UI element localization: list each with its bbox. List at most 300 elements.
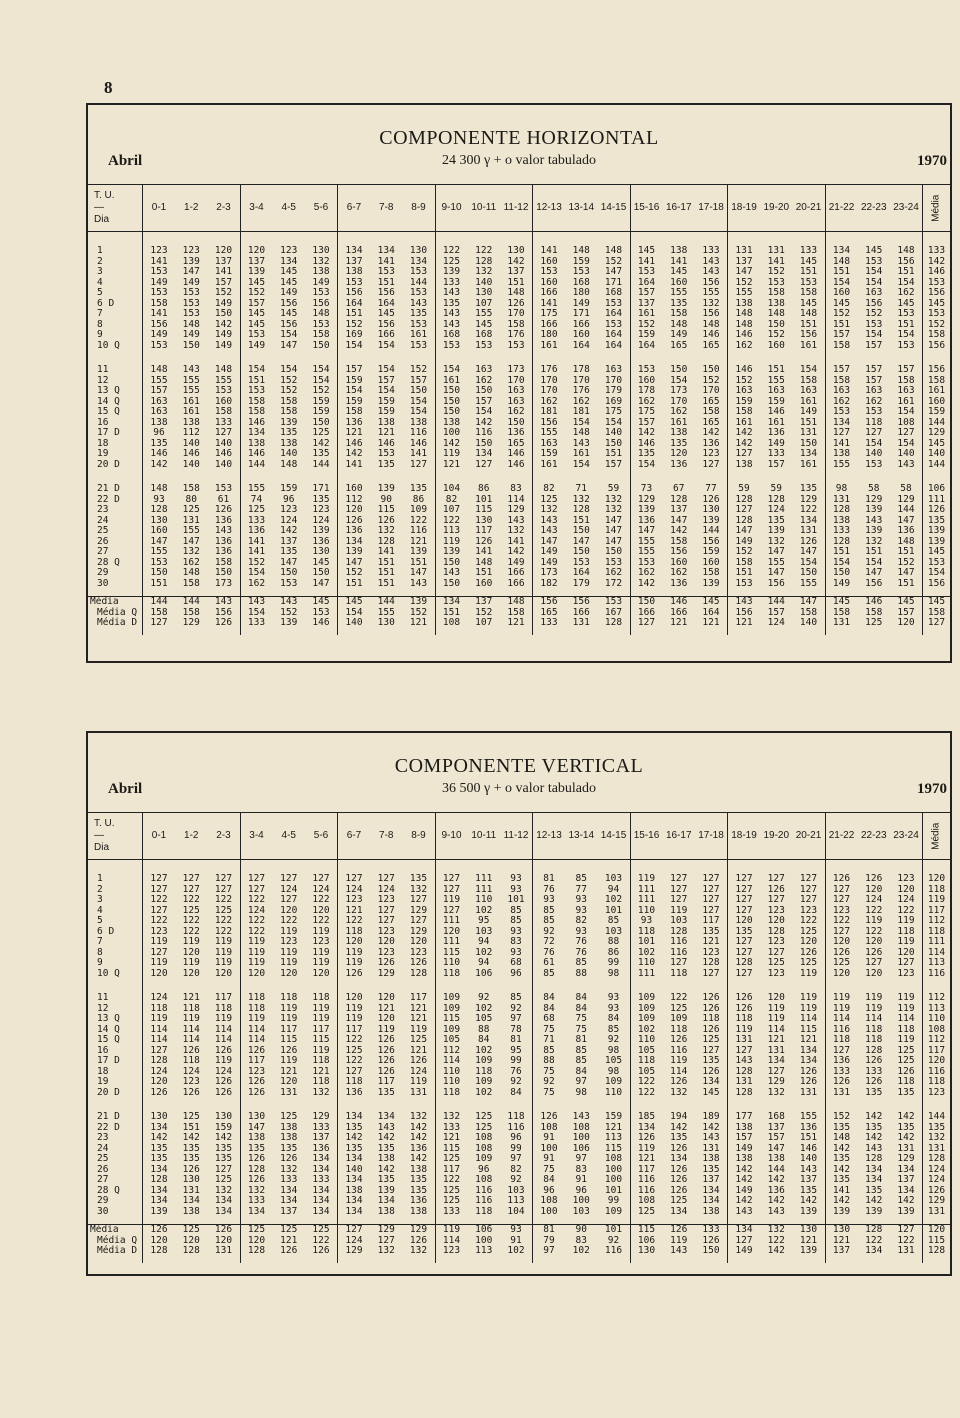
table-row (88, 288, 950, 299)
table-row (88, 449, 950, 460)
value-cell: 162 (630, 397, 663, 408)
value-cell: 122 (409, 514, 428, 526)
value-cell: 85 (575, 1044, 587, 1056)
daily-mean-cell: 139 (923, 537, 950, 548)
value-cell: 133 (214, 416, 233, 428)
value-cell: 128 (143, 505, 176, 516)
value-cell: 149 (728, 1186, 761, 1197)
value-cell: 151 (865, 546, 883, 557)
summary-value-cell: 126 (143, 1225, 176, 1236)
value-cell: 122 (630, 1077, 663, 1088)
value-cell: 166 (533, 288, 566, 299)
summary-mean-cell: 158 (923, 608, 950, 619)
value-cell: 120 (240, 969, 273, 980)
value-cell: 126 (825, 860, 858, 885)
value-cell: 127 (338, 860, 371, 885)
value-cell: 153 (143, 558, 176, 569)
value-cell: 156 (670, 546, 688, 557)
value-cell: 142 (312, 437, 330, 449)
value-cell: 151 (799, 266, 818, 277)
value-cell: 109 (409, 504, 428, 515)
value-cell: 149 (280, 287, 298, 298)
value-cell: 142 (409, 1132, 428, 1143)
value-cell: 154 (897, 406, 915, 417)
table-row (88, 860, 950, 885)
value-cell: 138 (670, 427, 688, 438)
summary-label: Média Q (97, 606, 138, 618)
value-cell: 85 (607, 915, 620, 926)
value-cell: 138 (825, 449, 858, 460)
value-cell: 120 (377, 1013, 395, 1024)
value-cell: 125 (409, 1034, 428, 1045)
hourly-values-table (88, 813, 950, 1263)
tu-day-header (88, 813, 143, 860)
value-cell: 98 (607, 967, 620, 979)
value-cell: 152 (897, 556, 915, 568)
value-cell: 118 (475, 1205, 493, 1217)
value-cell: 154 (280, 329, 298, 340)
value-cell: 125 (240, 505, 273, 516)
value-cell: 135 (280, 1142, 298, 1154)
value-cell: 154 (865, 556, 883, 568)
value-cell: 139 (338, 547, 371, 558)
value-cell: 118 (507, 1111, 525, 1122)
value-cell: 118 (475, 1065, 493, 1077)
value-cell: 152 (630, 320, 663, 331)
value-cell: 122 (240, 927, 273, 938)
value-cell: 137 (767, 1121, 785, 1133)
summary-value-cell: 122 (897, 1234, 915, 1246)
value-cell: 140 (214, 437, 233, 449)
value-cell: 126 (182, 1086, 200, 1098)
value-cell: 150 (475, 385, 493, 396)
value-cell: 119 (865, 992, 883, 1003)
value-cell: 154 (897, 437, 915, 449)
summary-mean-cell: 115 (923, 1236, 950, 1247)
value-cell: 118 (630, 1056, 663, 1067)
summary-value-cell: 91 (510, 1234, 522, 1246)
value-cell: 142 (670, 1121, 688, 1133)
value-cell: 135 (799, 1184, 818, 1196)
value-cell: 139 (825, 1207, 858, 1218)
day-cell: 16 (97, 416, 109, 428)
value-cell: 131 (728, 232, 761, 257)
value-cell: 131 (825, 495, 858, 506)
value-cell: 160 (670, 276, 688, 288)
value-cell: 153 (312, 318, 330, 330)
value-cell: 161 (799, 339, 818, 351)
spacer-cell (695, 629, 728, 635)
value-cell: 134 (143, 1186, 176, 1197)
value-cell: 161 (533, 460, 566, 471)
hour-header: 2-3 (208, 185, 241, 232)
summary-value-cell: 144 (143, 597, 176, 608)
value-cell: 140 (280, 448, 298, 459)
value-cell: 135 (338, 1123, 371, 1134)
hour-header: 1-2 (175, 185, 208, 232)
value-cell: 142 (143, 1133, 176, 1144)
value-cell: 110 (630, 906, 663, 917)
value-cell: 126 (670, 1034, 688, 1045)
value-cell: 103 (604, 873, 623, 884)
summary-value-cell: 132 (409, 1245, 428, 1256)
value-cell: 153 (143, 341, 176, 352)
value-cell: 142 (865, 1111, 883, 1122)
value-cell: 126 (825, 1077, 858, 1088)
summary-value-cell: 158 (143, 608, 176, 619)
value-cell: 119 (143, 937, 176, 948)
value-cell: 155 (702, 287, 720, 298)
value-cell: 159 (728, 397, 761, 408)
value-cell: 120 (767, 992, 785, 1003)
value-cell: 147 (767, 567, 785, 578)
day-cell: 1 (97, 873, 103, 884)
value-cell: 153 (630, 351, 663, 376)
value-cell: 127 (409, 894, 428, 905)
value-cell: 119 (897, 992, 915, 1003)
value-cell: 139 (702, 514, 720, 526)
value-cell: 155 (767, 556, 785, 568)
value-cell: 138 (728, 299, 761, 310)
value-cell: 123 (377, 925, 395, 937)
value-cell: 156 (338, 288, 371, 299)
value-cell: 59 (728, 470, 761, 495)
value-cell: 145 (702, 1086, 720, 1098)
value-cell: 120 (312, 967, 330, 979)
value-cell: 142 (702, 427, 720, 438)
value-cell: 116 (630, 1175, 663, 1186)
daily-mean-cell: 112 (923, 979, 950, 1004)
value-cell: 143 (897, 458, 915, 470)
value-cell: 163 (865, 287, 883, 298)
day-cell: 13 Q (97, 385, 120, 396)
value-cell: 161 (572, 448, 590, 459)
value-cell: 140 (214, 458, 233, 470)
hour-header: 5-6 (305, 813, 338, 860)
spacer-cell (663, 629, 696, 635)
value-cell: 142 (728, 439, 761, 450)
value-cell: 143 (435, 288, 468, 299)
value-cell: 164 (572, 339, 590, 351)
value-cell: 122 (799, 915, 818, 926)
value-cell: 179 (572, 577, 590, 589)
summary-value-cell: 130 (630, 1246, 663, 1257)
value-cell: 142 (475, 416, 493, 428)
value-cell: 162 (533, 397, 566, 408)
value-cell: 161 (767, 416, 785, 428)
value-cell: 115 (604, 1142, 623, 1154)
value-cell: 123 (825, 906, 858, 917)
value-cell: 143 (865, 514, 883, 526)
summary-value-cell: 145 (305, 597, 338, 608)
value-cell: 83 (510, 483, 522, 494)
value-cell: 118 (897, 925, 915, 937)
value-cell: 93 (510, 925, 522, 937)
hour-header: 6-7 (338, 813, 371, 860)
value-cell: 108 (572, 1121, 590, 1133)
value-cell: 155 (182, 374, 200, 386)
value-cell: 152 (767, 329, 785, 340)
tu-label: T. U. (94, 818, 115, 829)
value-cell: 149 (533, 547, 566, 558)
value-cell: 138 (182, 416, 200, 428)
day-cell: 25 (97, 1153, 109, 1164)
summary-value-cell: 166 (572, 606, 590, 618)
value-cell: 134 (312, 1205, 330, 1217)
value-cell: 134 (338, 232, 371, 257)
spacer-cell (88, 629, 143, 635)
value-cell: 102 (475, 946, 493, 958)
value-cell: 161 (182, 406, 200, 417)
value-cell: 116 (670, 936, 688, 947)
value-cell: 135 (865, 1086, 883, 1098)
value-cell: 77 (575, 883, 587, 895)
value-cell: 129 (507, 504, 525, 515)
summary-value-cell: 132 (377, 1245, 395, 1256)
value-cell: 136 (409, 1195, 428, 1206)
value-cell: 146 (507, 448, 525, 459)
day-cell: 3 (97, 894, 103, 905)
value-cell: 120 (240, 232, 273, 257)
spacer-cell (403, 629, 436, 635)
day-cell: 8 (97, 946, 103, 958)
value-cell: 118 (214, 1002, 233, 1014)
value-cell: 119 (214, 946, 233, 958)
value-cell: 92 (607, 1034, 620, 1045)
value-cell: 119 (897, 1034, 915, 1045)
summary-value-cell: 143 (670, 1245, 688, 1256)
table-row (88, 330, 950, 341)
value-cell: 161 (728, 418, 761, 429)
summary-value-cell: 144 (760, 597, 793, 608)
value-cell: 164 (630, 278, 663, 289)
value-cell: 140 (475, 276, 493, 288)
value-cell: 170 (533, 376, 566, 387)
value-cell: 149 (767, 437, 785, 449)
value-cell: 117 (702, 915, 720, 926)
spacer-cell (923, 1257, 950, 1263)
value-cell: 149 (214, 329, 233, 340)
value-cell: 161 (799, 458, 818, 470)
value-cell: 151 (572, 514, 590, 526)
day-cell: 5 (97, 915, 103, 926)
daily-mean-cell: 144 (923, 418, 950, 429)
sheet-title: COMPONENTE HORIZONTAL (379, 127, 659, 149)
value-cell: 135 (897, 1121, 915, 1133)
value-cell: 126 (799, 1076, 818, 1087)
value-cell: 132 (435, 1098, 468, 1123)
value-cell: 119 (240, 958, 273, 969)
value-cell: 156 (312, 297, 330, 309)
value-cell: 138 (728, 1123, 761, 1134)
value-cell: 131 (409, 1086, 428, 1098)
value-cell: 124 (897, 894, 915, 905)
value-cell: 176 (572, 385, 590, 396)
value-cell: 137 (799, 1174, 818, 1185)
value-cell: 141 (377, 255, 395, 267)
value-cell: 136 (338, 418, 371, 429)
value-cell: 122 (475, 245, 493, 256)
value-cell: 150 (280, 567, 298, 578)
table-row (88, 1098, 950, 1123)
day-cell: 26 (97, 1163, 109, 1175)
value-cell: 153 (377, 448, 395, 459)
value-cell: 115 (280, 1034, 298, 1045)
spacer-cell (793, 1257, 826, 1263)
value-cell: 142 (630, 579, 663, 590)
summary-value-cell: 126 (702, 1234, 720, 1246)
value-cell: 139 (280, 416, 298, 428)
value-cell: 150 (825, 568, 858, 579)
value-cell: 136 (507, 427, 525, 438)
daily-mean-cell: 156 (923, 579, 950, 590)
value-cell: 150 (572, 525, 590, 536)
spacer-cell (175, 1257, 208, 1263)
value-cell: 127 (182, 873, 200, 884)
value-cell: 133 (312, 1174, 330, 1185)
summary-value-cell: 133 (533, 618, 566, 629)
value-cell: 83 (575, 1163, 587, 1175)
value-cell: 165 (670, 339, 688, 351)
value-cell: 145 (280, 276, 298, 288)
value-cell: 181 (533, 407, 566, 418)
value-cell: 105 (435, 1035, 468, 1046)
daily-mean-cell: 118 (923, 1077, 950, 1088)
value-cell: 86 (412, 493, 425, 505)
summary-value-cell: 143 (208, 597, 241, 608)
value-cell: 158 (728, 558, 761, 569)
daily-mean-cell: 119 (923, 895, 950, 906)
value-cell: 159 (338, 397, 371, 408)
summary-row (88, 1225, 950, 1236)
value-cell: 119 (280, 946, 298, 958)
value-cell: 139 (435, 267, 468, 278)
value-cell: 95 (510, 1044, 522, 1056)
value-cell: 158 (728, 407, 761, 418)
value-cell: 74 (240, 495, 273, 506)
value-cell: 158 (799, 287, 818, 298)
value-cell: 147 (670, 514, 688, 526)
value-cell: 117 (214, 992, 233, 1003)
value-cell: 119 (728, 1025, 761, 1036)
value-cell: 130 (182, 1174, 200, 1185)
value-cell: 153 (825, 407, 858, 418)
value-cell: 151 (377, 577, 395, 589)
summary-value-cell: 139 (403, 597, 436, 608)
value-cell: 85 (510, 915, 522, 926)
value-cell: 122 (435, 232, 468, 257)
value-cell: 147 (897, 567, 915, 578)
value-cell: 121 (377, 427, 395, 438)
value-cell: 142 (728, 1175, 761, 1186)
value-cell: 134 (377, 245, 395, 256)
value-cell: 133 (435, 1123, 468, 1134)
value-cell: 126 (214, 1044, 233, 1056)
value-cell: 141 (240, 537, 273, 548)
value-cell: 131 (825, 1088, 858, 1099)
day-cell: 18 (97, 1065, 109, 1077)
value-cell: 150 (507, 416, 525, 428)
value-cell: 126 (670, 1174, 688, 1185)
value-cell: 122 (825, 916, 858, 927)
value-cell: 136 (214, 514, 233, 526)
value-cell: 142 (897, 1111, 915, 1122)
hour-header: 23-24 (890, 185, 923, 232)
value-cell: 144 (409, 276, 428, 288)
value-cell: 135 (377, 1174, 395, 1185)
value-cell: 117 (240, 1056, 273, 1067)
value-cell: 153 (604, 297, 623, 309)
bottom-spacer-row (88, 629, 950, 635)
value-cell: 149 (670, 329, 688, 340)
value-cell: 168 (435, 330, 468, 341)
daily-mean-cell: 112 (923, 916, 950, 927)
value-cell: 76 (533, 948, 566, 959)
value-cell: 126 (702, 1023, 720, 1035)
summary-value-cell: 153 (312, 606, 330, 618)
value-cell: 131 (799, 427, 818, 438)
day-cell: 24 (97, 514, 109, 526)
value-cell: 119 (280, 925, 298, 937)
value-cell: 141 (533, 232, 566, 257)
summary-value-cell: 156 (565, 597, 598, 608)
summary-value-cell: 133 (240, 618, 273, 629)
value-cell: 92 (510, 1002, 522, 1014)
value-cell: 91 (575, 1174, 587, 1185)
value-cell: 162 (630, 568, 663, 579)
value-cell: 102 (630, 948, 663, 959)
value-cell: 154 (825, 558, 858, 569)
value-cell: 98 (825, 470, 858, 495)
value-cell: 117 (312, 1023, 330, 1035)
value-cell: 127 (280, 873, 298, 884)
summary-value-cell: 107 (475, 617, 493, 628)
value-cell: 138 (280, 1132, 298, 1143)
value-cell: 158 (507, 318, 525, 330)
value-cell: 138 (240, 439, 273, 450)
summary-value-cell: 144 (370, 597, 403, 608)
value-cell: 137 (897, 1174, 915, 1185)
value-cell: 139 (897, 1205, 915, 1217)
value-cell: 127 (182, 883, 200, 895)
value-cell: 159 (702, 546, 720, 557)
value-cell: 156 (533, 418, 566, 429)
value-cell: 138 (728, 1154, 761, 1165)
value-cell: 127 (767, 894, 785, 905)
spacer-cell (403, 1257, 436, 1263)
value-cell: 156 (865, 297, 883, 309)
value-cell: 128 (143, 1175, 176, 1186)
value-cell: 153 (507, 339, 525, 351)
value-cell: 85 (575, 873, 587, 884)
day-cell: 30 (97, 1205, 109, 1217)
value-cell: 100 (572, 1195, 590, 1206)
value-cell: 152 (338, 568, 371, 579)
value-cell: 129 (897, 1153, 915, 1164)
hour-header: 6-7 (338, 185, 371, 232)
value-cell: 118 (143, 1004, 176, 1015)
value-cell: 154 (865, 266, 883, 277)
summary-value-cell: 151 (435, 608, 468, 619)
spacer-cell (728, 1257, 761, 1263)
value-cell: 133 (825, 1067, 858, 1078)
hour-header: 21-22 (825, 185, 858, 232)
value-cell: 100 (435, 428, 468, 439)
value-cell: 158 (214, 556, 233, 568)
value-cell: 126 (214, 1076, 233, 1087)
spacer-cell (370, 629, 403, 635)
month-label: Abril (108, 153, 143, 169)
